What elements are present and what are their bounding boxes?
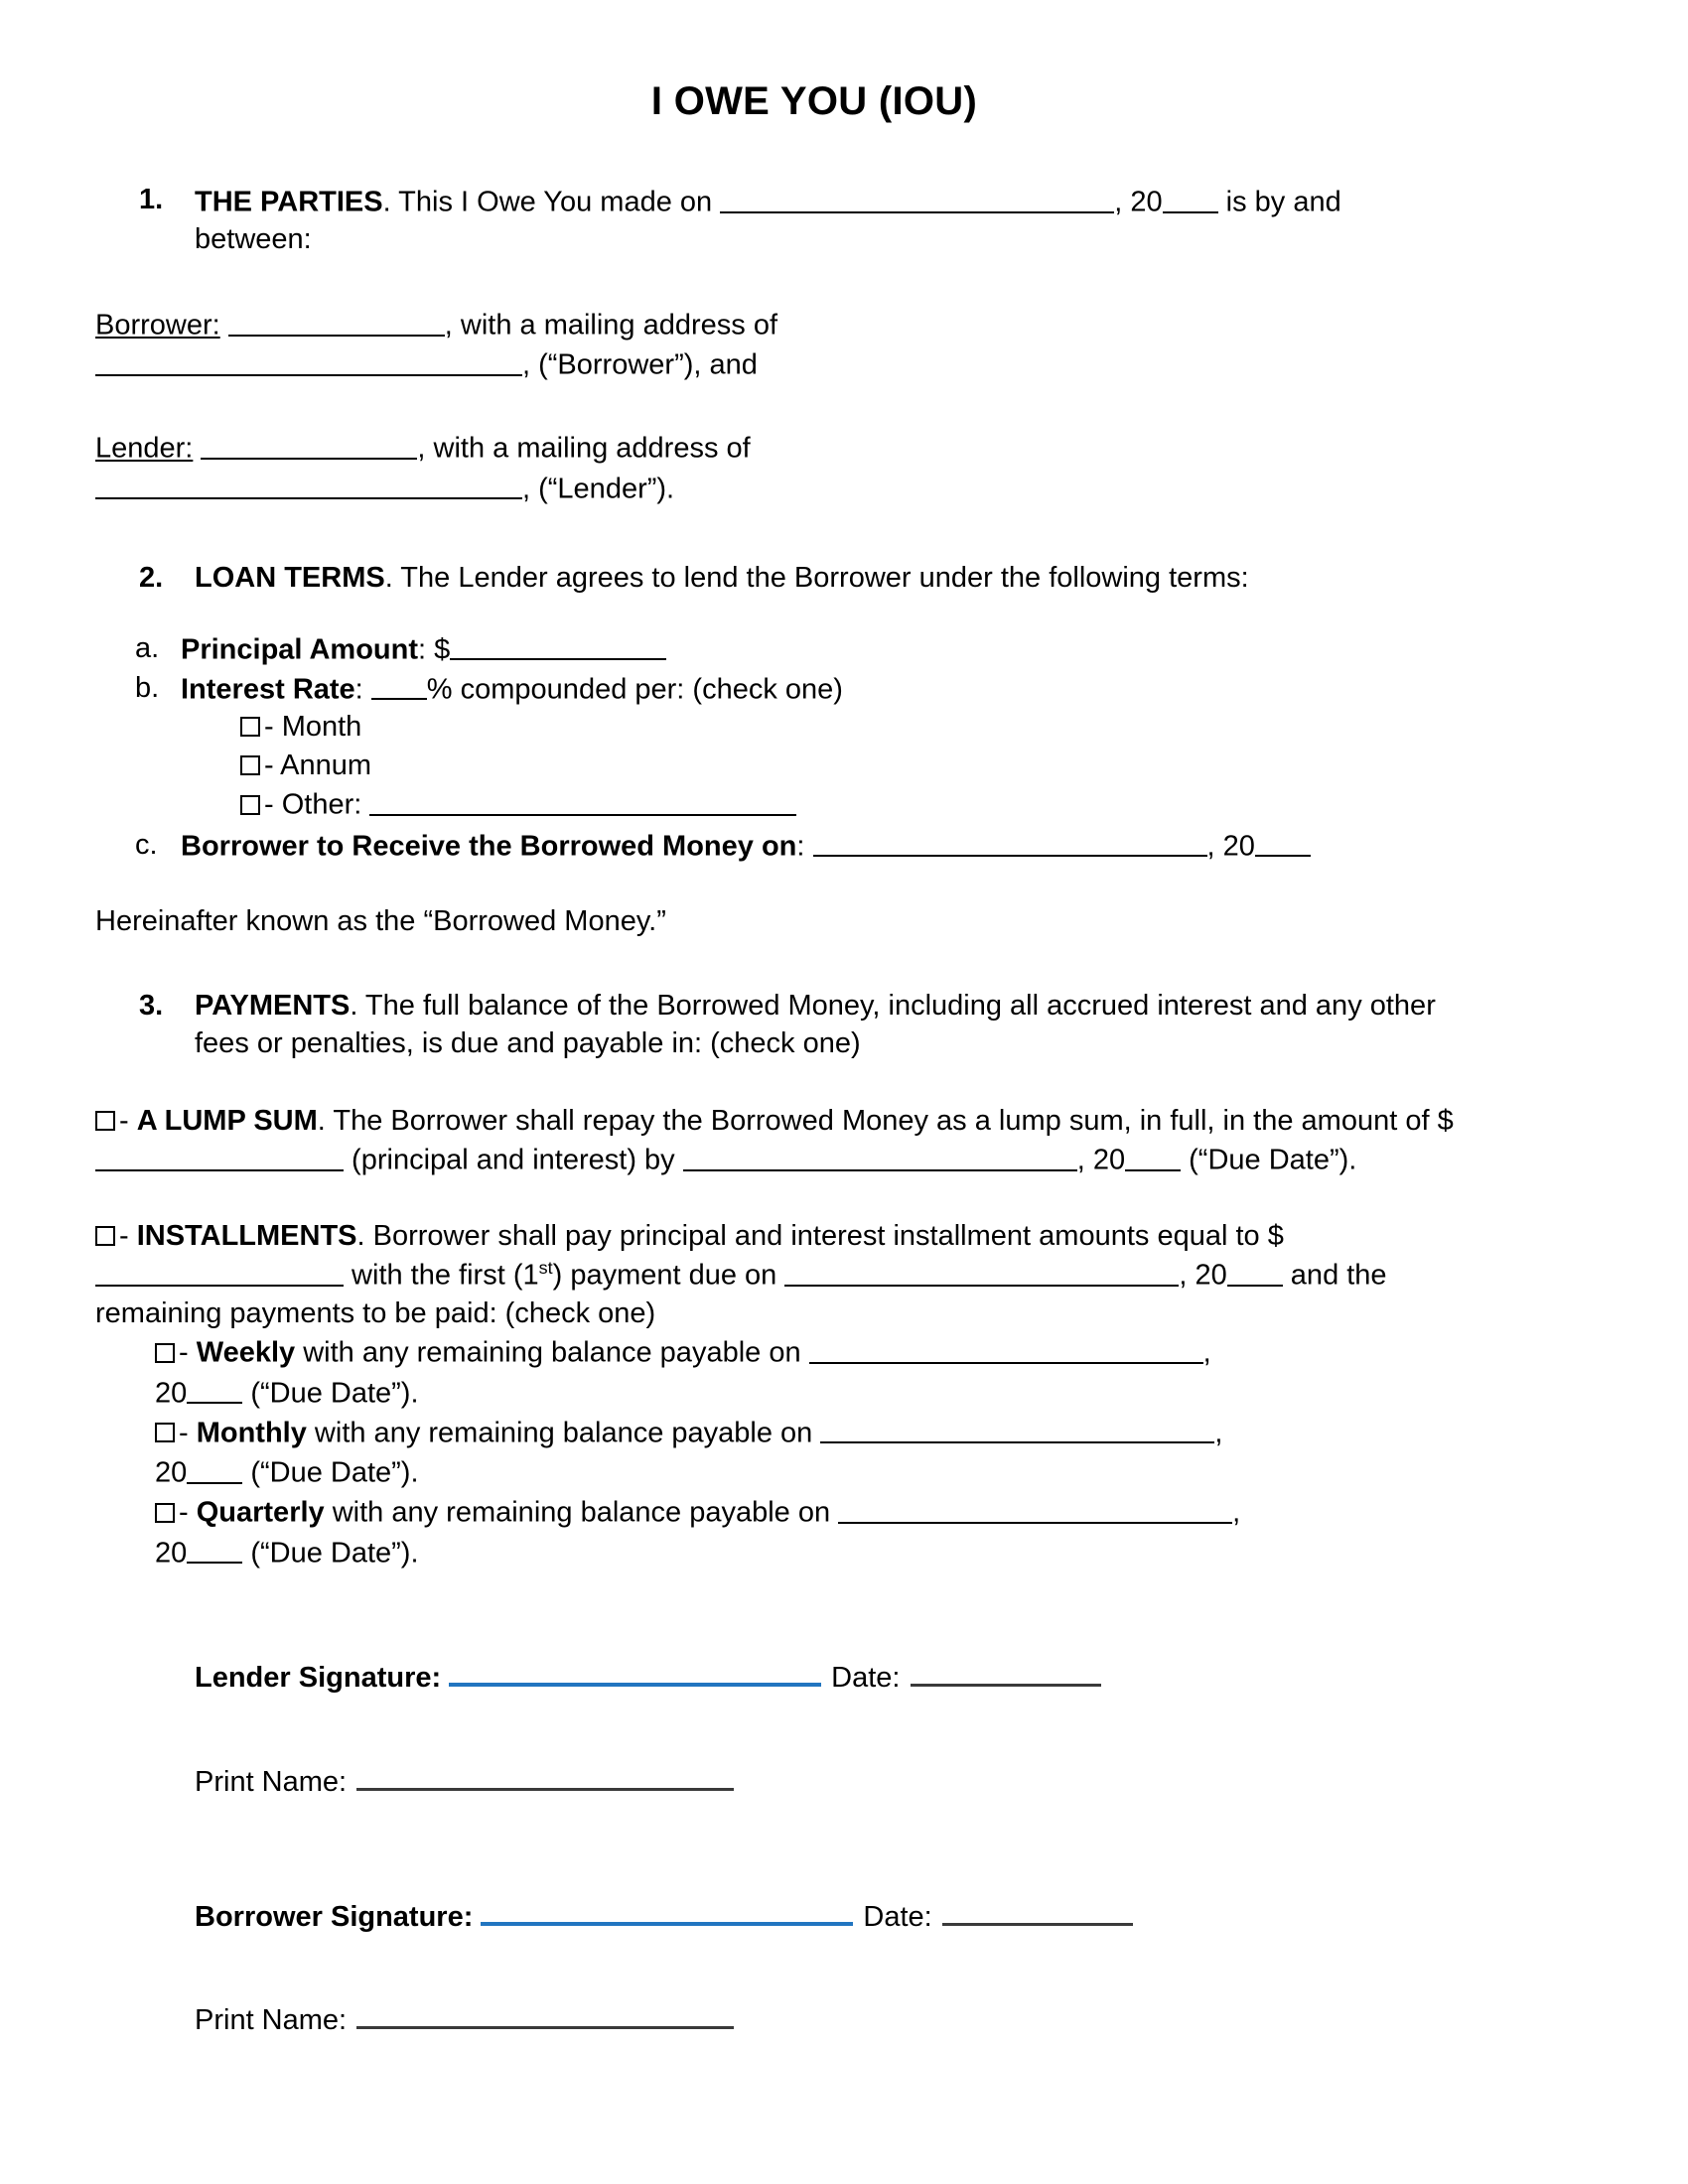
hereinafter-text: Hereinafter known as the “Borrowed Money.”: [95, 904, 666, 937]
lender-signature-colon: :: [431, 1662, 442, 1695]
parties-intro-before: . This I Owe You made on: [382, 186, 721, 218]
installments-label: INSTALLMENTS: [136, 1219, 357, 1252]
receive-date-after: :: [796, 830, 813, 863]
checkbox-icon[interactable]: [155, 1423, 175, 1442]
quarterly-text-before: with any remaining balance payable on: [324, 1496, 839, 1529]
payment-option-installments[interactable]: [95, 1218, 1465, 1572]
loan-term-principal-amount: [135, 629, 1688, 669]
checkbox-icon[interactable]: [240, 717, 260, 737]
weekly-text-before: with any remaining balance payable on: [295, 1336, 809, 1369]
quarterly-year-blank[interactable]: [187, 1533, 242, 1565]
interest-period-month-label: - Month: [264, 711, 362, 744]
section-the-parties: [139, 182, 1465, 259]
installment-frequency-quarterly[interactable]: [155, 1492, 1465, 1572]
section-body: [195, 182, 1465, 259]
lender-signature-field[interactable]: [449, 1656, 821, 1688]
checkbox-icon[interactable]: [155, 1503, 175, 1523]
checkbox-icon[interactable]: [240, 755, 260, 775]
year-blank-line[interactable]: [1163, 182, 1218, 213]
lump-sum-text-3: , 20: [1076, 1144, 1126, 1176]
quarterly-due-date: (“Due Date”).: [242, 1537, 419, 1570]
hereinafter-note: [95, 903, 1465, 941]
lender-mid-text: , with a mailing address of: [417, 433, 751, 466]
quarterly-label: Quarterly: [196, 1496, 325, 1529]
lump-sum-amount-blank[interactable]: [95, 1140, 344, 1171]
spacer: [195, 1695, 1539, 1760]
monthly-label: Monthly: [196, 1417, 307, 1449]
payment-option-lump-sum[interactable]: [95, 1103, 1465, 1180]
interest-rate-suffix: % compounded per: (check one): [426, 673, 843, 706]
borrower-signature-row: [195, 1894, 1539, 1934]
lender-print-name-label: Print Name:: [195, 1765, 348, 1798]
monthly-text-before: with any remaining balance payable on: [306, 1417, 821, 1449]
quarterly-text-after: ,: [1232, 1496, 1241, 1529]
party-lender: [95, 428, 1465, 508]
payments-intro: . The full balance of the Borrowed Money, including all accrued interest and any other fees or penalties, is due and payable in: (check one): [195, 990, 1436, 1059]
quarterly-dash: -: [179, 1496, 197, 1529]
monthly-dash: -: [179, 1417, 197, 1449]
installments-text-3: ) payment due on: [552, 1259, 785, 1292]
installment-frequency-monthly[interactable]: [155, 1413, 1465, 1493]
installments-text-1: . Borrower shall pay principal and interest installment amounts equal to $: [356, 1219, 1284, 1252]
borrower-label: Borrower:: [95, 309, 220, 341]
parties-intro-after: , 20: [1114, 186, 1163, 218]
section-heading: LOAN TERMS: [195, 562, 385, 595]
borrower-date-label: Date:: [863, 1900, 932, 1933]
borrower-print-name-label: Print Name:: [195, 2004, 348, 2037]
checkbox-icon[interactable]: [155, 1343, 175, 1363]
installments-first-year-blank[interactable]: [1227, 1255, 1283, 1287]
principal-amount-blank[interactable]: [450, 629, 666, 661]
borrower-mid-text: , with a mailing address of: [444, 309, 778, 341]
installments-amount-blank[interactable]: [95, 1255, 344, 1287]
borrower-print-name-field[interactable]: [356, 1999, 734, 2030]
list-marker: b.: [135, 671, 160, 704]
lender-date-label: Date:: [831, 1662, 901, 1695]
installments-text-4: , 20: [1179, 1259, 1227, 1292]
quarterly-year-prefix: 20: [155, 1537, 188, 1570]
interest-rate-blank[interactable]: [371, 669, 427, 701]
spacer: [195, 1799, 1539, 1894]
section-heading: PAYMENTS: [195, 990, 351, 1023]
weekly-date-blank[interactable]: [809, 1332, 1203, 1364]
weekly-text-after: ,: [1202, 1336, 1211, 1369]
installments-dash: -: [119, 1219, 137, 1252]
list-marker: a.: [135, 631, 160, 664]
section-number: 1.: [139, 184, 164, 215]
lump-sum-text-4: (“Due Date”).: [1181, 1144, 1357, 1176]
interest-period-other-row[interactable]: [240, 784, 1688, 824]
page-title: I OWE YOU (IOU): [650, 79, 978, 123]
checkbox-icon[interactable]: [95, 1226, 115, 1246]
lump-sum-dash: -: [119, 1104, 137, 1137]
lender-print-name-row: [195, 1760, 1539, 1799]
installments-first-date-blank[interactable]: [784, 1255, 1179, 1287]
monthly-date-blank[interactable]: [820, 1413, 1214, 1444]
installment-frequency-list: [155, 1332, 1465, 1572]
loan-term-receive-date: [135, 826, 1688, 866]
quarterly-date-blank[interactable]: [838, 1492, 1232, 1524]
interest-rate-after: :: [354, 673, 371, 706]
borrower-date-field[interactable]: [942, 1895, 1133, 1926]
lender-closing-text: , (“Lender”).: [522, 473, 675, 505]
receive-date-suffix: , 20: [1206, 830, 1255, 863]
borrower-name-blank[interactable]: [228, 305, 445, 337]
checkbox-icon[interactable]: [95, 1111, 115, 1131]
monthly-due-date: (“Due Date”).: [242, 1456, 419, 1489]
loan-term-interest-rate: [135, 669, 1688, 824]
receive-year-blank[interactable]: [1255, 826, 1311, 858]
lender-signature-row: [195, 1656, 1539, 1696]
weekly-dash: -: [179, 1336, 197, 1369]
lump-sum-year-blank[interactable]: [1125, 1140, 1181, 1171]
interest-period-month-row[interactable]: [240, 708, 1688, 746]
borrower-closing-text: , (“Borrower”), and: [522, 348, 758, 381]
party-borrower: [95, 305, 1465, 385]
section-heading: THE PARTIES: [195, 186, 383, 218]
lump-sum-label: A LUMP SUM: [136, 1104, 318, 1137]
spacer: [195, 1934, 1539, 1999]
section-number: 3.: [139, 990, 164, 1023]
principal-amount-label: Principal Amount: [181, 633, 418, 666]
installments-text-2: with the first (1: [344, 1259, 539, 1292]
borrower-signature-label: Borrower Signature: [195, 1900, 464, 1933]
loan-terms-list: [135, 629, 1688, 866]
monthly-year-blank[interactable]: [187, 1452, 242, 1484]
section-number: 2.: [139, 562, 164, 595]
interest-rate-label: Interest Rate: [181, 673, 355, 706]
signature-block: [195, 1656, 1539, 2037]
section-loan-terms: [139, 560, 1465, 598]
ordinal-suffix: st: [538, 1258, 553, 1279]
borrower-address-blank[interactable]: [95, 344, 522, 376]
lender-address-blank[interactable]: [95, 469, 522, 500]
installments-text-5: and the remaining payments to be paid: (check one): [95, 1259, 1387, 1329]
list-marker: c.: [135, 828, 158, 861]
interest-period-other-label: - Other:: [264, 788, 362, 821]
checkbox-icon[interactable]: [240, 795, 260, 815]
loan-terms-intro: . The Lender agrees to lend the Borrower under the following terms:: [384, 562, 1249, 595]
parties-intro-tail: is by and between:: [195, 186, 1341, 256]
borrower-print-name-row: [195, 1999, 1539, 2038]
installment-frequency-weekly[interactable]: [155, 1332, 1465, 1413]
lender-print-name-field[interactable]: [356, 1760, 734, 1791]
section-payments: [139, 988, 1465, 1062]
weekly-year-blank[interactable]: [187, 1373, 242, 1405]
lender-name-blank[interactable]: [201, 428, 417, 460]
lump-sum-text-1: . The Borrower shall repay the Borrowed Money as a lump sum, in full, in the amount of $: [317, 1104, 1454, 1137]
weekly-due-date: (“Due Date”).: [242, 1377, 419, 1410]
interest-period-annum-row[interactable]: [240, 747, 1688, 784]
receive-date-label: Borrower to Receive the Borrowed Money on: [181, 830, 797, 863]
receive-date-blank[interactable]: [813, 826, 1207, 858]
interest-period-annum-label: - Annum: [264, 749, 371, 781]
date-blank-line[interactable]: [720, 182, 1114, 213]
lender-label: Lender:: [95, 433, 194, 466]
principal-amount-after: : $: [418, 633, 451, 666]
borrower-signature-colon: :: [463, 1900, 474, 1933]
weekly-label: Weekly: [196, 1336, 296, 1369]
lump-sum-text-2: (principal and interest) by: [344, 1144, 683, 1176]
monthly-year-prefix: 20: [155, 1456, 188, 1489]
lump-sum-date-blank[interactable]: [683, 1140, 1077, 1171]
lender-signature-label: Lender Signature: [195, 1662, 432, 1695]
borrower-signature-field[interactable]: [481, 1894, 853, 1926]
lender-date-field[interactable]: [911, 1657, 1101, 1688]
monthly-text-after: ,: [1214, 1417, 1223, 1449]
weekly-year-prefix: 20: [155, 1377, 188, 1410]
interest-period-other-blank[interactable]: [369, 784, 796, 816]
